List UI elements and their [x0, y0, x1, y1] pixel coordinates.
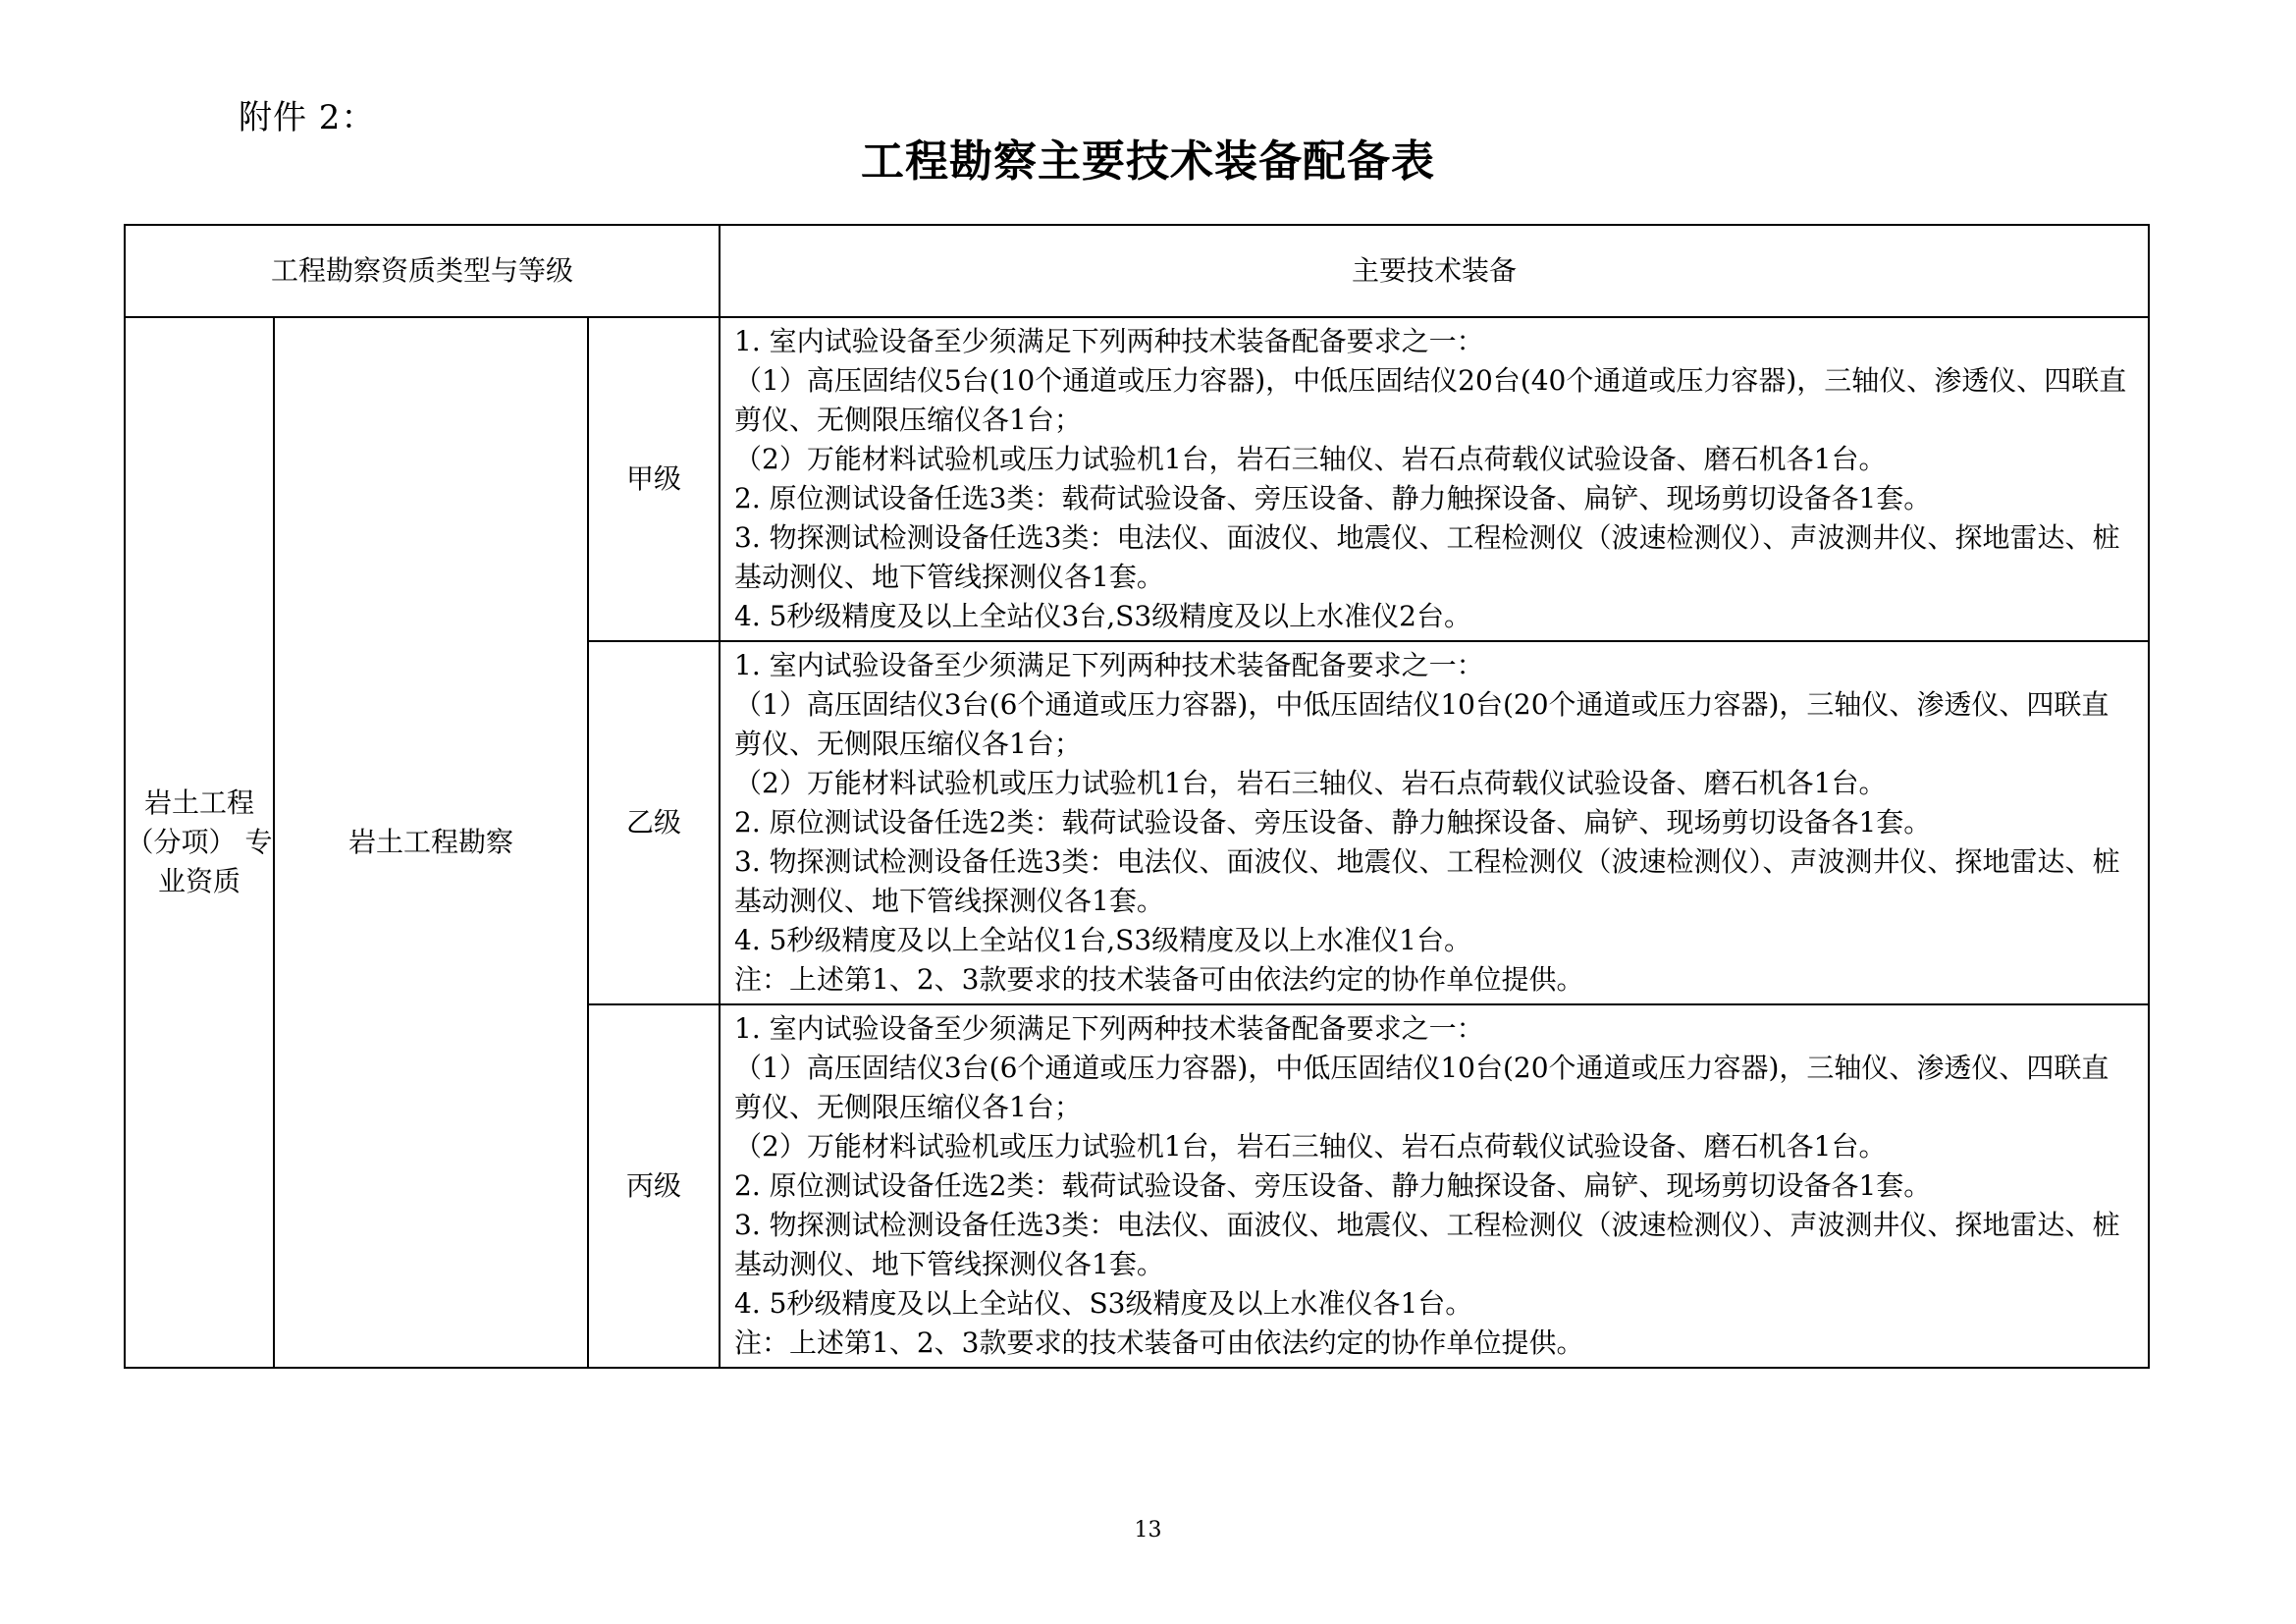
page-number: 13 — [1134, 1518, 1162, 1543]
equipment-line: （2）万能材料试验机或压力试验机1台，岩石三轴仪、岩石点荷载仪试验设备、磨石机各1台。 — [734, 767, 1887, 799]
subcategory-cell: 岩土工程勘察 — [274, 317, 588, 1368]
equipment-line: （1）高压固结仪5台(10个通道或压力容器)，中低压固结仪20台(40个通道或压力容器)，三轴仪、渗透仪、四联直剪仪、无侧限压缩仪各1台； — [734, 364, 2127, 436]
category-line: 专业资质 — [157, 826, 273, 897]
equipment-line: （2）万能材料试验机或压力试验机1台，岩石三轴仪、岩石点荷载仪试验设备、磨石机各1台。 — [734, 1130, 1887, 1163]
equipment-line: 3. 物探测试检测设备任选3类：电法仪、面波仪、地震仪、工程检测仪（波速检测仪）、声波测井仪、探地雷达、桩基动测仪、地下管线探测仪各1套。 — [734, 845, 2120, 917]
grade-cell: 丙级 — [588, 1004, 720, 1368]
equipment-line: 4. 5秒级精度及以上全站仪3台,S3级精度及以上水准仪2台。 — [734, 600, 1471, 632]
equipment-line: 3. 物探测试检测设备任选3类：电法仪、面波仪、地震仪、工程检测仪（波速检测仪）、声波测井仪、探地雷达、桩基动测仪、地下管线探测仪各1套。 — [734, 1209, 2120, 1280]
grade-cell: 甲级 — [588, 317, 720, 641]
equipment-line: （1）高压固结仪3台(6个通道或压力容器)，中低压固结仪10台(20个通道或压力容器)，三轴仪、渗透仪、四联直剪仪、无侧限压缩仪各1台； — [734, 1052, 2109, 1123]
equipment-cell — [720, 641, 2149, 1004]
equipment-line: 3. 物探测试检测设备任选3类：电法仪、面波仪、地震仪、工程检测仪（波速检测仪）、声波测井仪、探地雷达、桩基动测仪、地下管线探测仪各1套。 — [734, 521, 2120, 593]
note-line: 注：上述第1、2、3款要求的技术装备可由依法约定的协作单位提供。 — [734, 963, 1584, 996]
equipment-line: 1. 室内试验设备至少须满足下列两种技术装备配备要求之一： — [734, 649, 1484, 681]
equipment-line: 4. 5秒级精度及以上全站仪、S3级精度及以上水准仪各1台。 — [734, 1287, 1473, 1320]
attachment-label: 附件 2： — [239, 98, 376, 137]
category-line: （分项） — [126, 826, 237, 858]
equipment-line: 2. 原位测试设备任选2类：载荷试验设备、旁压设备、静力触探设备、扁铲、现场剪切设备各1套。 — [734, 806, 1932, 839]
equipment-line: （1）高压固结仪3台(6个通道或压力容器)，中低压固结仪10台(20个通道或压力容器)，三轴仪、渗透仪、四联直剪仪、无侧限压缩仪各1台； — [734, 688, 2109, 760]
equipment-cell — [720, 317, 2149, 641]
document-title: 工程勘察主要技术装备配备表 — [861, 136, 1435, 187]
category-cell — [125, 317, 274, 1368]
equipment-table — [124, 224, 2150, 1369]
header-qualification: 工程勘察资质类型与等级 — [125, 225, 720, 317]
table-row-grade-a — [125, 317, 2149, 641]
equipment-line: 1. 室内试验设备至少须满足下列两种技术装备配备要求之一： — [734, 1012, 1484, 1045]
category-line: 岩土工程 — [143, 786, 254, 819]
table-header-row — [125, 225, 2149, 317]
equipment-line: 1. 室内试验设备至少须满足下列两种技术装备配备要求之一： — [734, 325, 1484, 357]
equipment-line: 2. 原位测试设备任选2类：载荷试验设备、旁压设备、静力触探设备、扁铲、现场剪切设备各1套。 — [734, 1169, 1932, 1202]
equipment-cell — [720, 1004, 2149, 1368]
header-equipment: 主要技术装备 — [720, 225, 2149, 317]
equipment-line: 4. 5秒级精度及以上全站仪1台,S3级精度及以上水准仪1台。 — [734, 924, 1471, 956]
equipment-line: （2）万能材料试验机或压力试验机1台，岩石三轴仪、岩石点荷载仪试验设备、磨石机各1台。 — [734, 443, 1887, 475]
grade-cell: 乙级 — [588, 641, 720, 1004]
equipment-line: 2. 原位测试设备任选3类：载荷试验设备、旁压设备、静力触探设备、扁铲、现场剪切设备各1套。 — [734, 482, 1932, 514]
note-line: 注：上述第1、2、3款要求的技术装备可由依法约定的协作单位提供。 — [734, 1326, 1584, 1359]
